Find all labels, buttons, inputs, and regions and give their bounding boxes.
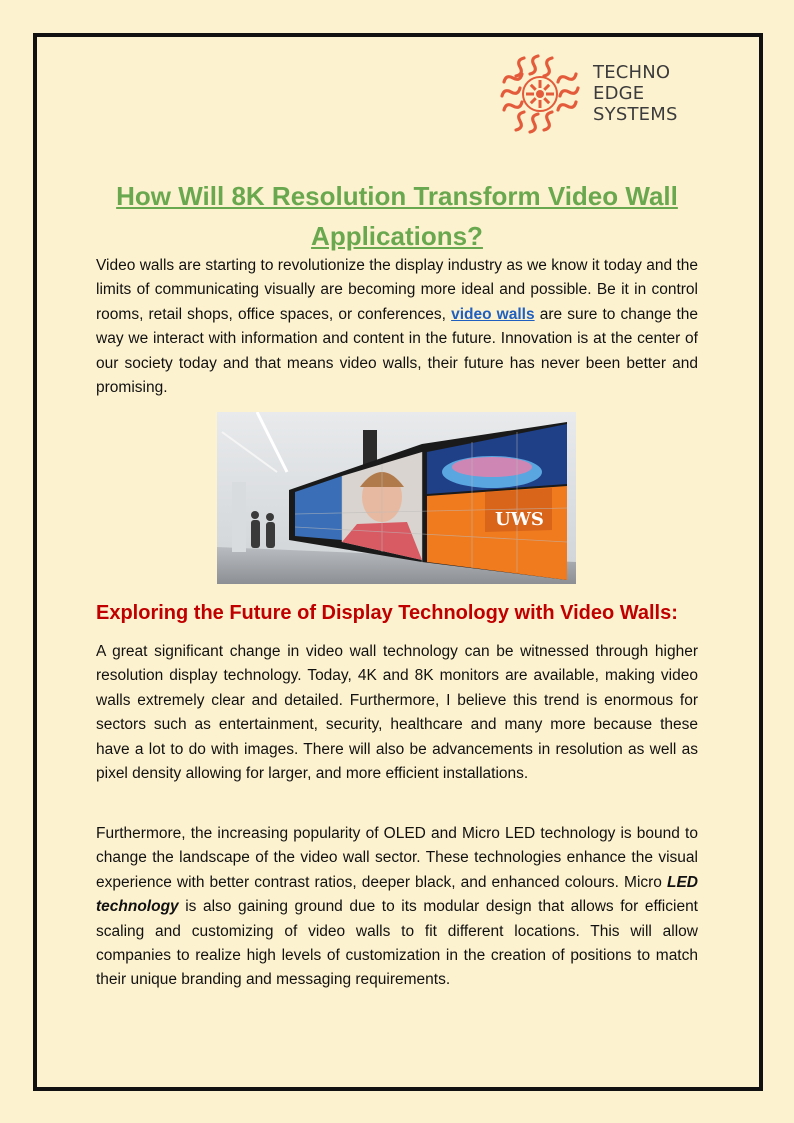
screen-uws-text: UWS — [495, 509, 544, 530]
logo-line-1: TECHNO — [593, 62, 671, 83]
company-logo — [498, 52, 698, 136]
body-paragraph-3 — [96, 822, 698, 993]
logo-line-3: SYSTEMS — [593, 104, 678, 125]
logo-line-2: EDGE — [593, 83, 645, 104]
intro-text-2: are sure to change the way we interact with information and content in the future. Innovation is at the center of our society today and that means video walls, their future has never been better and promising. — [96, 305, 698, 397]
video-walls-link[interactable]: video walls — [451, 305, 535, 323]
video-wall-photo — [217, 412, 576, 584]
section-heading: Exploring the Future of Display Technology with Video Walls: — [96, 602, 678, 624]
body-paragraph-2: A great significant change in video wall technology can be witnessed through higher resolution display technology. Today, 4K and 8K monitors are available, making video walls extremely clear and detailed. Furthermore, I believe this trend is enormous for sectors such as entertainment, security, healthcare and many more because these have a lot to do with images. There will also be advancements in resolution as well as pixel density allowing for larger, and more efficient installations. — [96, 643, 698, 783]
intro-paragraph — [96, 254, 698, 400]
para3-text-1: Furthermore, the increasing popularity of OLED and Micro LED technology is bound to change the landscape of the video wall sector. These technologies enhance the visual experience with better contrast ratios, deeper black, and enhanced colours. Micro — [96, 825, 698, 891]
intro-text-1: Video walls are starting to revolutionize the display industry as we know it today and the limits of communicating visually are becoming more ideal and possible. Be it in control rooms, retail shops, office spaces, or conferences, — [96, 257, 698, 323]
logo-mark-icon — [498, 52, 582, 136]
led-technology-emphasis: LED technology — [96, 873, 698, 916]
para3-text-2: is also gaining ground due to its modular design that allows for efficient scaling and customizing of video walls to fit different locations. This will allow companies to realize high levels of customization in the creation of positions to match their unique branding and messaging requirements. — [96, 898, 698, 989]
logo-wordmark — [593, 62, 678, 125]
page-title: How Will 8K Resolution Transform Video Wall Applications? — [116, 181, 678, 251]
